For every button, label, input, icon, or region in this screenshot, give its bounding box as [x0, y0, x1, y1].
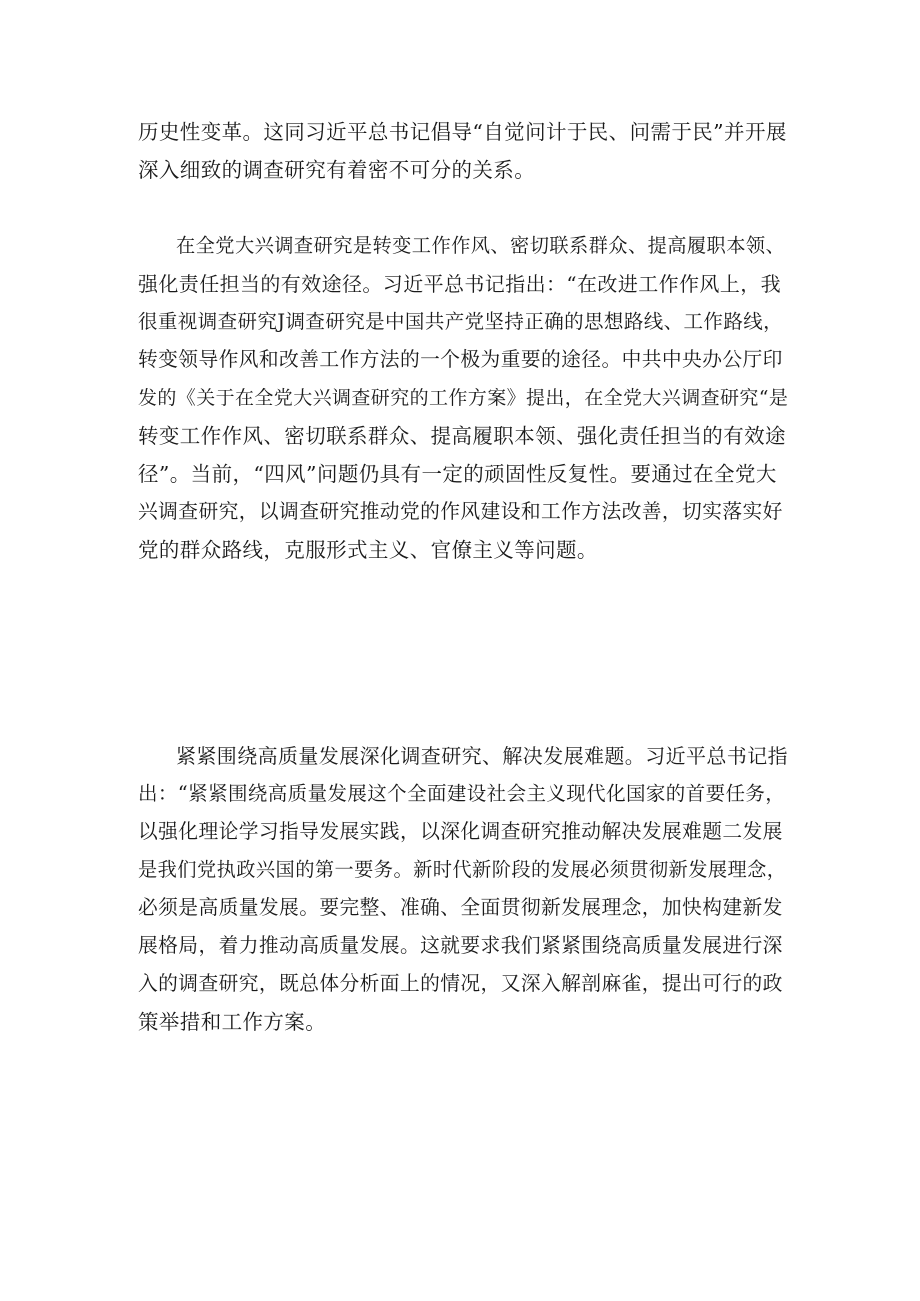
paragraph-line: 转变领导作风和改善工作方法的一个极为重要的途径。中共中央办公厅印 — [138, 348, 783, 371]
paragraph-line: 强化责任担当的有效途径。习近平总书记指出：“在改进工作作风上，我 — [138, 272, 782, 296]
paragraph-line: 在全党大兴调查研究是转变工作作风、密切联系群众、提高履职本领、 — [176, 234, 786, 257]
paragraph-3 — [138, 737, 788, 1041]
paragraph-line: 入的调查研究，既总体分析面上的情况，又深入解剖麻雀，提出可行的政 — [138, 972, 783, 995]
paragraph-line: 历史性变革。这同习近平总书记倡导“自觉问计于民、问需于民”并开展 — [138, 120, 787, 144]
paragraph-line: 党的群众路线，克服形式主义、官僚主义等问题。 — [138, 538, 598, 562]
paragraph-line: 兴调查研究，以调查研究推动党的作风建设和工作方法改善，切实落实好 — [138, 500, 783, 523]
paragraph-line: 径”。当前，“四风”问题仍具有一定的顽固性反复性。要通过在全党大 — [138, 462, 777, 486]
paragraph-line: 紧紧围绕高质量发展深化调查研究、解决发展难题。习近平总书记指 — [176, 744, 788, 768]
paragraph-line: 策举措和工作方案。 — [138, 1010, 327, 1034]
paragraph-line: 出：“紧紧围绕高质量发展这个全面建设社会主义现代化国家的首要任务， — [138, 782, 786, 805]
paragraph-line: 转变工作作风、密切联系群众、提高履职本领、强化责任担当的有效途 — [138, 424, 786, 448]
paragraph-1 — [138, 113, 788, 189]
paragraph-line: 很重视调查研究J调查研究是中国共产党坚持正确的思想路线、工作路线， — [138, 310, 784, 333]
paragraph-line: 发的《关于在全党大兴调查研究的工作方案》提出，在全党大兴调查研究“是 — [138, 387, 789, 409]
paragraph-line: 展格局，着力推动高质量发展。这就要求我们紧紧围绕高质量发展进行深 — [138, 934, 783, 957]
paragraph-line: 必须是高质量发展。要完整、准确、全面贯彻新发展理念，加快构建新发 — [138, 896, 783, 919]
paragraph-line: 深入细致的调查研究有着密不可分的关系。 — [138, 158, 536, 182]
paragraph-line: 以强化理论学习指导发展实践，以深化调查研究推动解决发展难题二发展 — [138, 820, 783, 843]
paragraph-2 — [138, 227, 788, 569]
paragraph-line: 是我们党执政兴国的第一要务。新时代新阶段的发展必须贯彻新发展理念， — [138, 858, 787, 881]
